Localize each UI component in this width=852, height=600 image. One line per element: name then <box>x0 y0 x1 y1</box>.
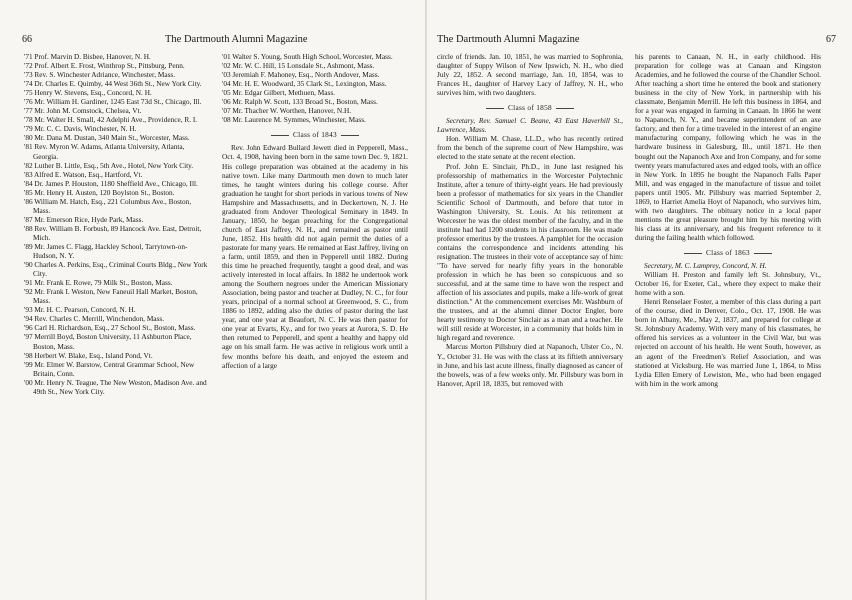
secretary-text: Secretary, M. C. Lamprey, Concord, N. H. <box>644 261 767 271</box>
alumni-entry: '86 William M. Hatch, Esq., 221 Columbus Ave., Boston, Mass. <box>24 196 192 215</box>
class-1858-secretary <box>437 116 623 134</box>
alumni-entry: '83 Alfred E. Watson, Esq., Hartford, Vt. <box>24 169 143 179</box>
alumni-entry: '78 Mr. Walter H. Small, 42 Adelphi Ave., Providence, R. I. <box>24 115 198 125</box>
alumni-entry: '72 Prof. Albert E. Frost, Winthrop St., Pittsburg, Penn. <box>24 61 185 71</box>
alumni-entry: '77 Mr. John M. Comstock, Chelsea, Vt. <box>24 106 142 116</box>
alumni-entry: '71 Prof. Marvin D. Bisbee, Hanover, N. H. <box>24 52 151 61</box>
running-title: The Dartmouth Alumni Magazine <box>165 34 308 45</box>
pillsbury-obituary: Marcus Morton Pillsbury died at Napanoch, Ulster Co., N. Y., October 31. He was with the class at its fiftieth anniversary in June, and his last acute illness, finally diagnosed as cancer of the bowels, was of a few weeks only. Mr. Pillsbury was born in Hanover, April 18, 1835, but removed with <box>437 342 623 388</box>
foster-obituary: Henri Renselaer Foster, a member of this class during a part of the course, died in Denver, Colo., Oct. 17, 1908. He was born in Albany, Me., May 2, 1837, and prepared for college at St. Johnsbury Academy. With very many of his classmates, he offered his services as a volunteer in the Civil War, but was rejected on account of his health. He went South, however, as an agent of the Freedmen's Relief Association, and was stationed at Vicksburg. He was married June 1, 1864, to Miss Lydia Ellen Emery of Lewiston, Me., who had been engaged with him in the work among <box>635 297 821 388</box>
alumni-entry: '05 Mr. Edgar Gilbert, Methuen, Mass. <box>222 88 335 98</box>
class-1843-heading: Class of 1843 <box>222 130 408 139</box>
alumni-entry: '04 Mr. H. E. Woodward, 35 Clark St., Lexington, Mass. <box>222 79 387 89</box>
alumni-entry: '89 Mr. James C. Flagg, Hackley School, Tarrytown-on-Hudson, N. Y. <box>24 241 188 261</box>
sinclair-note: Prof. John E. Sinclair, Ph.D., in June last resigned his professorship of mathematics in the Worcester Polytechnic Institute, after a tenure of thirty-eight years. He had previously been a professor of mathematics for six years in the Chandler Scientific School of Dartmouth, and before that tutor in Washington University, St. Louis. At his retirement at Worcester he was the oldest member of the faculty, and in the institute had had 1200 students in his classroom. He was made professor emeritus by the trustees. A pamphlet for the occasion contains the correspondence and incidents attending his resignation. The trustees in their vote of acceptance say of him: "To have served for nearly fifty years in the honorable profession in which he has been so conspicuous and so successful, and at the same time to have won the respect and affection of his associates and pupils, make a life-work of great distinction." At the commencement exercises Mr. Washburn of the trustees, and at the alumni dinner Doctor Engler, bore hearty testimony to Doctor Sinclair as a man and a teacher. He will still reside at Worcester, in a community that holds him in high regard and reverence. <box>437 161 623 343</box>
alumni-entry: '87 Mr. Emerson Rice, Hyde Park, Mass. <box>24 214 144 224</box>
alumni-entry: '93 Mr. H. C. Pearson, Concord, N. H. <box>24 305 136 315</box>
right-column-1 <box>437 52 623 600</box>
alumni-entry: '81 Rev. Myron W. Adams, Atlanta University, Atlanta, Georgia. <box>24 142 185 161</box>
alumni-entry: '79 Mr. C. C. Davis, Winchester, N. H. <box>24 124 137 134</box>
alumni-entry: '84 Dr. James P. Houston, 1180 Sheffield Ave., Chicago, Ill. <box>24 178 198 188</box>
alumni-entry: '85 Mr. Henry H. Austen, 120 Boylston St., Boston. <box>24 187 175 197</box>
alumni-entry: '01 Walter S. Young, South High School, Worcester, Mass. <box>222 52 393 61</box>
alumni-entry: '06 Mr. Ralph W. Scott, 133 Broad St., Boston, Mass. <box>222 97 378 107</box>
alumni-entry: '99 Mr. Elmer W. Barstow, Central Grammar School, New Britain, Conn. <box>24 359 195 378</box>
alumni-entry: '94 Rev. Charles C. Merrill, Winchendon, Mass. <box>24 314 165 324</box>
page-number: 67 <box>826 34 836 45</box>
chase-note: Hon. William M. Chase, LL.D., who has recently retired from the bench of the supreme court of New Hampshire, was elected to the state senate at the recent election. <box>437 134 623 162</box>
alumni-entry: '08 Mr. Laurence M. Symmes, Winchester, Mass. <box>222 115 366 125</box>
alumni-entry: '03 Jeremiah F. Mahoney, Esq., North Andover, Mass. <box>222 70 380 80</box>
pillsbury-continuation: his parents to Canaan, N. H., in early childhood. His preparation for college was at Canaan and Kingston Academies, and he followed the course of the Chandler School. After teaching a short time he entered the book and stationery business in the city of New York, in partnership with his classmate, Benjamin Merrill. He left this business in 1864, and for a year was engaged in farming in Canaan. In 1866 he went to Napanoch, N. Y., and became superintendent of an axe factory, and then for a time traveled in the interest of an engine manufacturing company, following which he was in the hardware business in Galesburg, Ill., until 1871. He then bought out the Napanoch Axe and Iron Company, and for some twenty years manufactured axes and edged tools, with an office in New York. In 1895 he bought the Napanoch Falls Paper Mill, and was engaged in the manufacture of tissue and toilet papers until 1905. Mr. Pillsbury was married September 2, 1869, to Harriet Amelia Hoyt of Napanoch, who survives him, with two daughters. The obituary notice in a local paper mentions the great pleasure brought him by his meeting with his class at its anniversary, and his frequent reference to it during the failing health which followed. <box>635 52 821 242</box>
class-1863-secretary <box>635 261 821 270</box>
alumni-address-list <box>222 52 408 124</box>
alumni-entry: '07 Mr. Thacher W. Worthen, Hanover, N.H. <box>222 106 352 116</box>
left-page <box>0 0 425 600</box>
alumni-entry: '97 Merrill Boyd, Boston University, 11 Ashburton Place, Boston, Mass. <box>24 332 192 351</box>
alumni-entry: '92 Mr. Frank I. Weston, New Faneuil Hall Market, Boston, Mass. <box>24 287 198 306</box>
class-1858-heading: Class of 1858 <box>437 103 623 112</box>
alumni-entry: '00 Mr. Henry N. Teague, The New Weston, Madison Ave. and 49th St., New York City. <box>24 377 207 396</box>
class-1863-heading: Class of 1863 <box>635 248 821 257</box>
alumni-entry: '90 Charles A. Perkins, Esq., Criminal Courts Bldg., New York City. <box>24 260 208 279</box>
class-1843-obituary: Rev. John Edward Bullard Jewett died in Pepperell, Mass., Oct. 4, 1908, having been born in the same town Dec. 9, 1821. His college preparation was obtained at the academy in his native town. Like many Dartmouth men down to much later times, he taught winters during his college course. After graduation he taught for short periods in various towns of New Hampshire and Massachusetts, and in Deckertown, N. J. He graduated from Andover Theological Seminary in 1849. In January, 1850, he began preaching for the Congregational church of East Jaffrey, N. H., and remained as pastor until June, 1852. His health did not again permit the duties of a pastorate for many years. He remained at East Jaffrey, living on a farm, until 1859, and then in Pepperell until 1882. During this time he preached frequently, taught a good deal, and was actively interested in local affairs. In 1882 he undertook work among the Southern negroes under the American Missionary Association, being pastor and teacher at Dudley, N. C., for four years, principal of a normal school at Greenwood, S. C., from 1886 to 1892, adding also the duties of pastor during the last year, and one year at Beaufort, N. C. He was then pastor for one year at Evarts, Ky., and for two years at Aurora, S. D. He then returned to Pepperell, and spent a healthy and happy old age on his small farm. He was active in religious work until a few months before his death, and enjoyed the esteem and affection of a large <box>222 143 408 370</box>
left-column-2 <box>222 52 408 600</box>
alumni-entry: '73 Rev. S. Winchester Adriance, Winchester, Mass. <box>24 70 176 80</box>
page-number: 66 <box>22 34 32 45</box>
obituary-continuation: circle of friends. Jan. 10, 1851, he was married to Sophronia, daughter of Suppy Wilson of New Ipswich, N. H., who died July 22, 1852. A second marriage, Jan. 10, 1854, was to Frances H., daughter of Harvey Lacy of Jaffrey, N. H., who survives him, with two daughters. <box>437 52 623 98</box>
alumni-entry: '02 Mr. W. C. Hill, 15 Lonsdale St., Ashmont, Mass. <box>222 61 375 71</box>
secretary-text: Secretary, Rev. Samuel C. Beane, 43 East Haverhill St., Lawrence, Mass. <box>437 116 623 135</box>
alumni-entry: '91 Mr. Frank E. Rowe, 79 Milk St., Boston, Mass. <box>24 278 173 288</box>
alumni-entry: '74 Dr. Charles E. Quimby, 44 West 36th St., New York City. <box>24 79 202 89</box>
right-page <box>427 0 852 600</box>
alumni-entry: '88 Rev. William B. Forbush, 89 Hancock Ave. East, Detroit, Mich. <box>24 223 202 242</box>
alumni-entry: '80 Mr. Dana M. Dustan, 340 Main St., Worcester, Mass. <box>24 133 190 143</box>
alumni-entry: '98 Herbert W. Blake, Esq., Island Pond, Vt. <box>24 350 153 360</box>
alumni-entry: '96 Carl H. Richardson, Esq., 27 School St., Boston, Mass. <box>24 323 196 333</box>
running-title: The Dartmouth Alumni Magazine <box>437 34 580 45</box>
right-column-2 <box>635 52 821 600</box>
left-column-1 <box>24 52 210 600</box>
alumni-entry: '75 Henry W. Stevens, Esq., Concord, N. H. <box>24 88 152 98</box>
alumni-entry: '76 Mr. William H. Gardiner, 1245 East 73d St., Chicago, Ill. <box>24 97 202 107</box>
alumni-entry: '82 Luther B. Little, Esq., 5th Ave., Hotel, New York City. <box>24 160 194 170</box>
preston-note: William H. Preston and family left St. Johnsbury, Vt., October 16, for Exeter, Cal., where they expect to make their home with a son. <box>635 270 821 298</box>
